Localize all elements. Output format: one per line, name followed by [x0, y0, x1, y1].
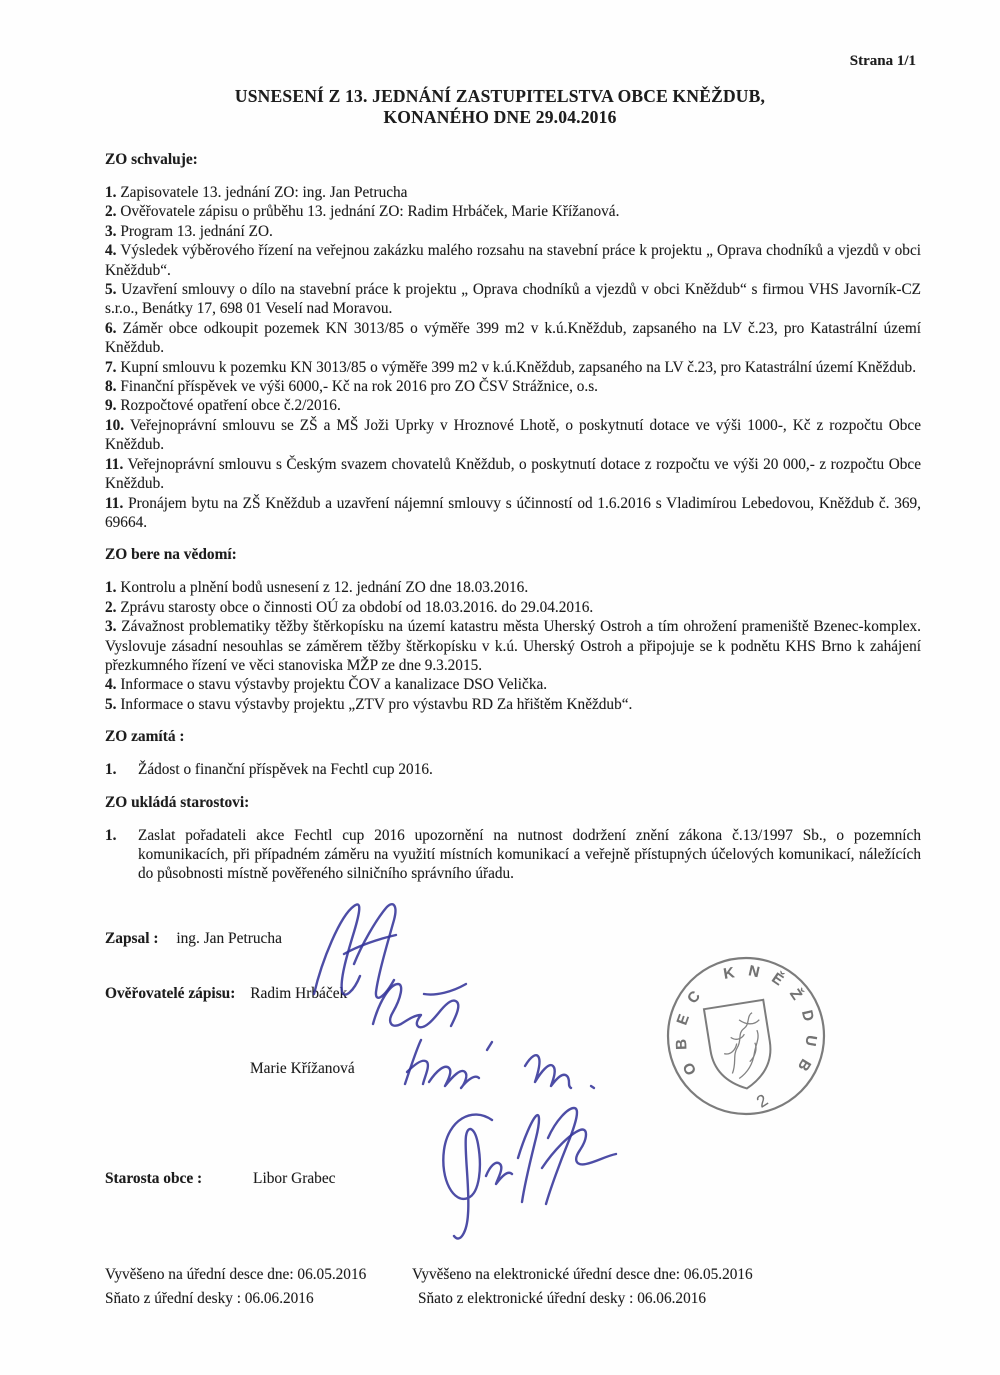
item-text: Žádost o finanční příspěvek na Fechtl cup 2016.	[138, 761, 433, 779]
item-text: Veřejnoprávní smlouvu s Českým svazem chovatelů Kněždub, o poskytnutí dotace z rozpočtu ve výši 20 000,- z rozpočtu Obce Kněždub.	[105, 455, 921, 493]
verifier1-signature	[364, 976, 474, 1034]
list-item	[105, 598, 921, 617]
stamp-ring	[668, 958, 824, 1114]
removed-date-line: Sňato z úřední desky : 06.06.2016	[105, 1289, 314, 1307]
verifiers-label: Ověřovatelé zápisu:	[105, 985, 236, 1002]
list-item	[105, 202, 921, 221]
verifier2-row	[250, 1060, 355, 1078]
mayor-label: Starosta obce :	[105, 1170, 203, 1187]
item-number: 3.	[105, 618, 117, 636]
item-number: 8.	[105, 378, 117, 396]
item-text: Zapisovatele 13. jednání ZO: ing. Jan Petrucha	[120, 184, 408, 201]
list-item	[105, 760, 921, 779]
eposted-date-line: Vyvěšeno na elektronické úřední desce dne: 06.05.2016	[412, 1266, 753, 1283]
list-item	[105, 280, 921, 319]
mayor-signature	[430, 1098, 625, 1250]
item-number: 2.	[105, 598, 117, 616]
document-title-line1: USNESENÍ Z 13. JEDNÁNÍ ZASTUPITELSTVA OBCE KNĚŽDUB,	[234, 86, 766, 106]
item-number: 4.	[105, 242, 117, 260]
page-number: Strana 1/1	[849, 53, 916, 69]
signature-stroke	[487, 1042, 492, 1050]
signature-stroke	[429, 1067, 479, 1088]
list-item	[105, 617, 921, 675]
list-item	[105, 826, 921, 884]
list-item	[105, 578, 921, 597]
list-item	[105, 396, 921, 415]
item-number: 4.	[105, 676, 117, 694]
item-text: Ověřovatele zápisu o průběhu 13. jednání ZO: Radim Hrbáček, Marie Křížanová.	[120, 203, 620, 221]
verifier2-signature	[395, 1032, 607, 1100]
footer-official-board	[105, 1263, 412, 1310]
item-text: Zaslat pořadateli akce Fechtl cup 2016 upozornění na nutnost dodržení znění zákona č.13/1997 Sb., o pozemních komunikacích, při případném záměru na využití místních komunikací a veřejně přístupných účelových komunikací, náležících do působnosti místně pověřeného silničního správního úřadu.	[138, 826, 921, 883]
zapsal-label: Zapsal :	[105, 930, 159, 947]
eremoved-date-line: Sňato z elektronické úřední desky : 06.06.2016	[418, 1289, 707, 1307]
list-item	[105, 319, 921, 358]
signature-stroke	[407, 1061, 428, 1084]
stamp-shield	[704, 1000, 777, 1093]
shield-outline	[704, 1000, 777, 1093]
list-item	[105, 183, 921, 202]
signature-stroke	[344, 935, 396, 954]
item-number: 7.	[105, 358, 117, 376]
list-item	[105, 377, 921, 396]
zapsal-row	[105, 930, 282, 948]
lion-emblem	[719, 1012, 768, 1080]
resolution-sections	[105, 150, 921, 884]
signature-stroke	[405, 1040, 421, 1084]
item-number: 1.	[105, 579, 117, 597]
item-number: 5.	[105, 695, 117, 713]
list-item	[105, 494, 921, 533]
document-title	[0, 86, 1000, 128]
section-heading: ZO bere na vědomí:	[105, 546, 237, 564]
item-number: 6.	[105, 319, 117, 337]
item-number: 3.	[105, 222, 117, 240]
item-text: Pronájem bytu na ZŠ Kněždub a uzavření nájemní smlouvy s účinností od 1.6.2016 s Vladimírou Lebedovou, Kněždub č. 369, 69664.	[105, 494, 921, 531]
signature-stroke	[546, 1108, 577, 1204]
list-item	[105, 455, 921, 494]
signature-stroke	[354, 904, 395, 998]
stamp-ring-text: OBEC KNĚŽDUB	[672, 962, 820, 1085]
item-text: Informace o stavu výstavby projektu „ZTV pro výstavbu RD Za hřištěm Kněždub“.	[120, 695, 633, 713]
verifier2-name: Marie Křížanová	[250, 1060, 355, 1077]
item-text: Informace o stavu výstavby projektu ČOV a kanalizace DSO Velička.	[120, 676, 548, 694]
posted-date-line: Vyvěšeno na úřední desce dne: 06.05.2016	[105, 1266, 367, 1283]
item-text: Veřejnoprávní smlouvu se ZŠ a MŠ Joži Uprky v Hroznové Lhotě, o poskytnutí dotace ve výši 1000-, Kč z rozpočtu Obce Kněždub.	[105, 416, 921, 454]
item-text: Výsledek výběrového řízení na veřejnou zakázku malého rozsahu na stavební práce k projektu „ Oprava chodníků a vjezdů v obci Kněždub“.	[105, 242, 921, 279]
list-item	[105, 695, 921, 714]
mayor-name: Libor Grabec	[253, 1170, 336, 1187]
signature-stroke	[518, 1115, 539, 1202]
item-number: 9.	[105, 397, 117, 415]
item-text: Rozpočtové opatření obce č.2/2016.	[120, 397, 341, 415]
list-item	[105, 241, 921, 280]
item-text: Program 13. jednání ZO.	[120, 222, 273, 240]
section-heading: ZO schvaluje:	[105, 151, 198, 168]
item-number: 10.	[105, 416, 125, 434]
signature-stroke	[424, 984, 466, 995]
section-heading: ZO ukládá starostovi:	[105, 793, 250, 811]
signature-stroke	[525, 1055, 571, 1088]
list-item	[105, 222, 921, 241]
item-number: 5.	[105, 281, 117, 299]
municipal-stamp	[660, 950, 832, 1122]
signature-stroke	[542, 1130, 616, 1168]
item-number: 2.	[105, 203, 117, 221]
item-text: Kontrolu a plnění bodů usnesení z 12. jednání ZO dne 18.03.2016.	[120, 579, 529, 597]
item-number: 1.	[105, 184, 117, 201]
posting-footer	[105, 1263, 921, 1310]
list-item	[105, 675, 921, 694]
list-item	[105, 358, 921, 377]
item-number: 1.	[105, 826, 117, 844]
verifiers-row	[105, 985, 347, 1003]
document-title-line2: KONANÉHO DNE 29.04.2016	[383, 107, 617, 127]
item-number: 11.	[105, 494, 124, 512]
signature-stroke	[373, 984, 458, 1027]
footer-electronic-board	[412, 1263, 921, 1310]
zapsal-name: ing. Jan Petrucha	[176, 930, 282, 947]
item-text: Finanční příspěvek ve výši 6000,- Kč na rok 2016 pro ZO ČSV Strážnice, o.s.	[120, 378, 598, 396]
stamp-number: 2	[753, 1090, 772, 1112]
section-heading: ZO zamítá :	[105, 728, 185, 746]
list-item	[105, 416, 921, 455]
signature-stroke	[591, 1086, 594, 1088]
item-text: Uzavření smlouvy o dílo na stavební práce k projektu „ Oprava chodníků a vjezdů v obci Kněždub“ s firmou VHS Javorník-CZ s.r.o., Benátky 17, 698 01 Veselí nad Moravou.	[105, 281, 922, 318]
item-text: Záměr obce odkoupit pozemek KN 3013/85 o výměře 399 m2 v k.ú.Kněždub, zapsaného na LV č.23, pro Katastrální území Kněždub.	[105, 319, 922, 357]
signature-stroke	[486, 1163, 512, 1184]
item-text: Zprávu starosty obce o činnosti OÚ za období od 18.03.2016. do 29.04.2016.	[120, 598, 594, 616]
item-number: 1.	[105, 761, 117, 779]
item-text: Závažnost problematiky těžby štěrkopísku na území katastru města Uherský Ostroh a tím ohrožení prameniště Bzenec-komplex. Vyslovuje zásadní nesouhlas se záměrem těžby štěrkopísku v k.ú. Uherský Ostroh a připojuje se k podnětu KHS Brno k zahájení přezkumného řízení ve věci stanoviska MŽP ze dne 9.3.2015.	[105, 618, 922, 674]
verifier1-name: Radim Hrbáček	[250, 985, 348, 1002]
item-text: Kupní smlouvu k pozemku KN 3013/85 o výměře 399 m2 v k.ú.Kněždub, zapsaného na LV č.23, pro Katastrální území Kněždub.	[120, 358, 917, 376]
item-number: 11.	[105, 455, 124, 473]
mayor-row	[105, 1170, 336, 1188]
signature-stroke	[443, 1115, 492, 1239]
signature-stroke	[314, 904, 360, 994]
